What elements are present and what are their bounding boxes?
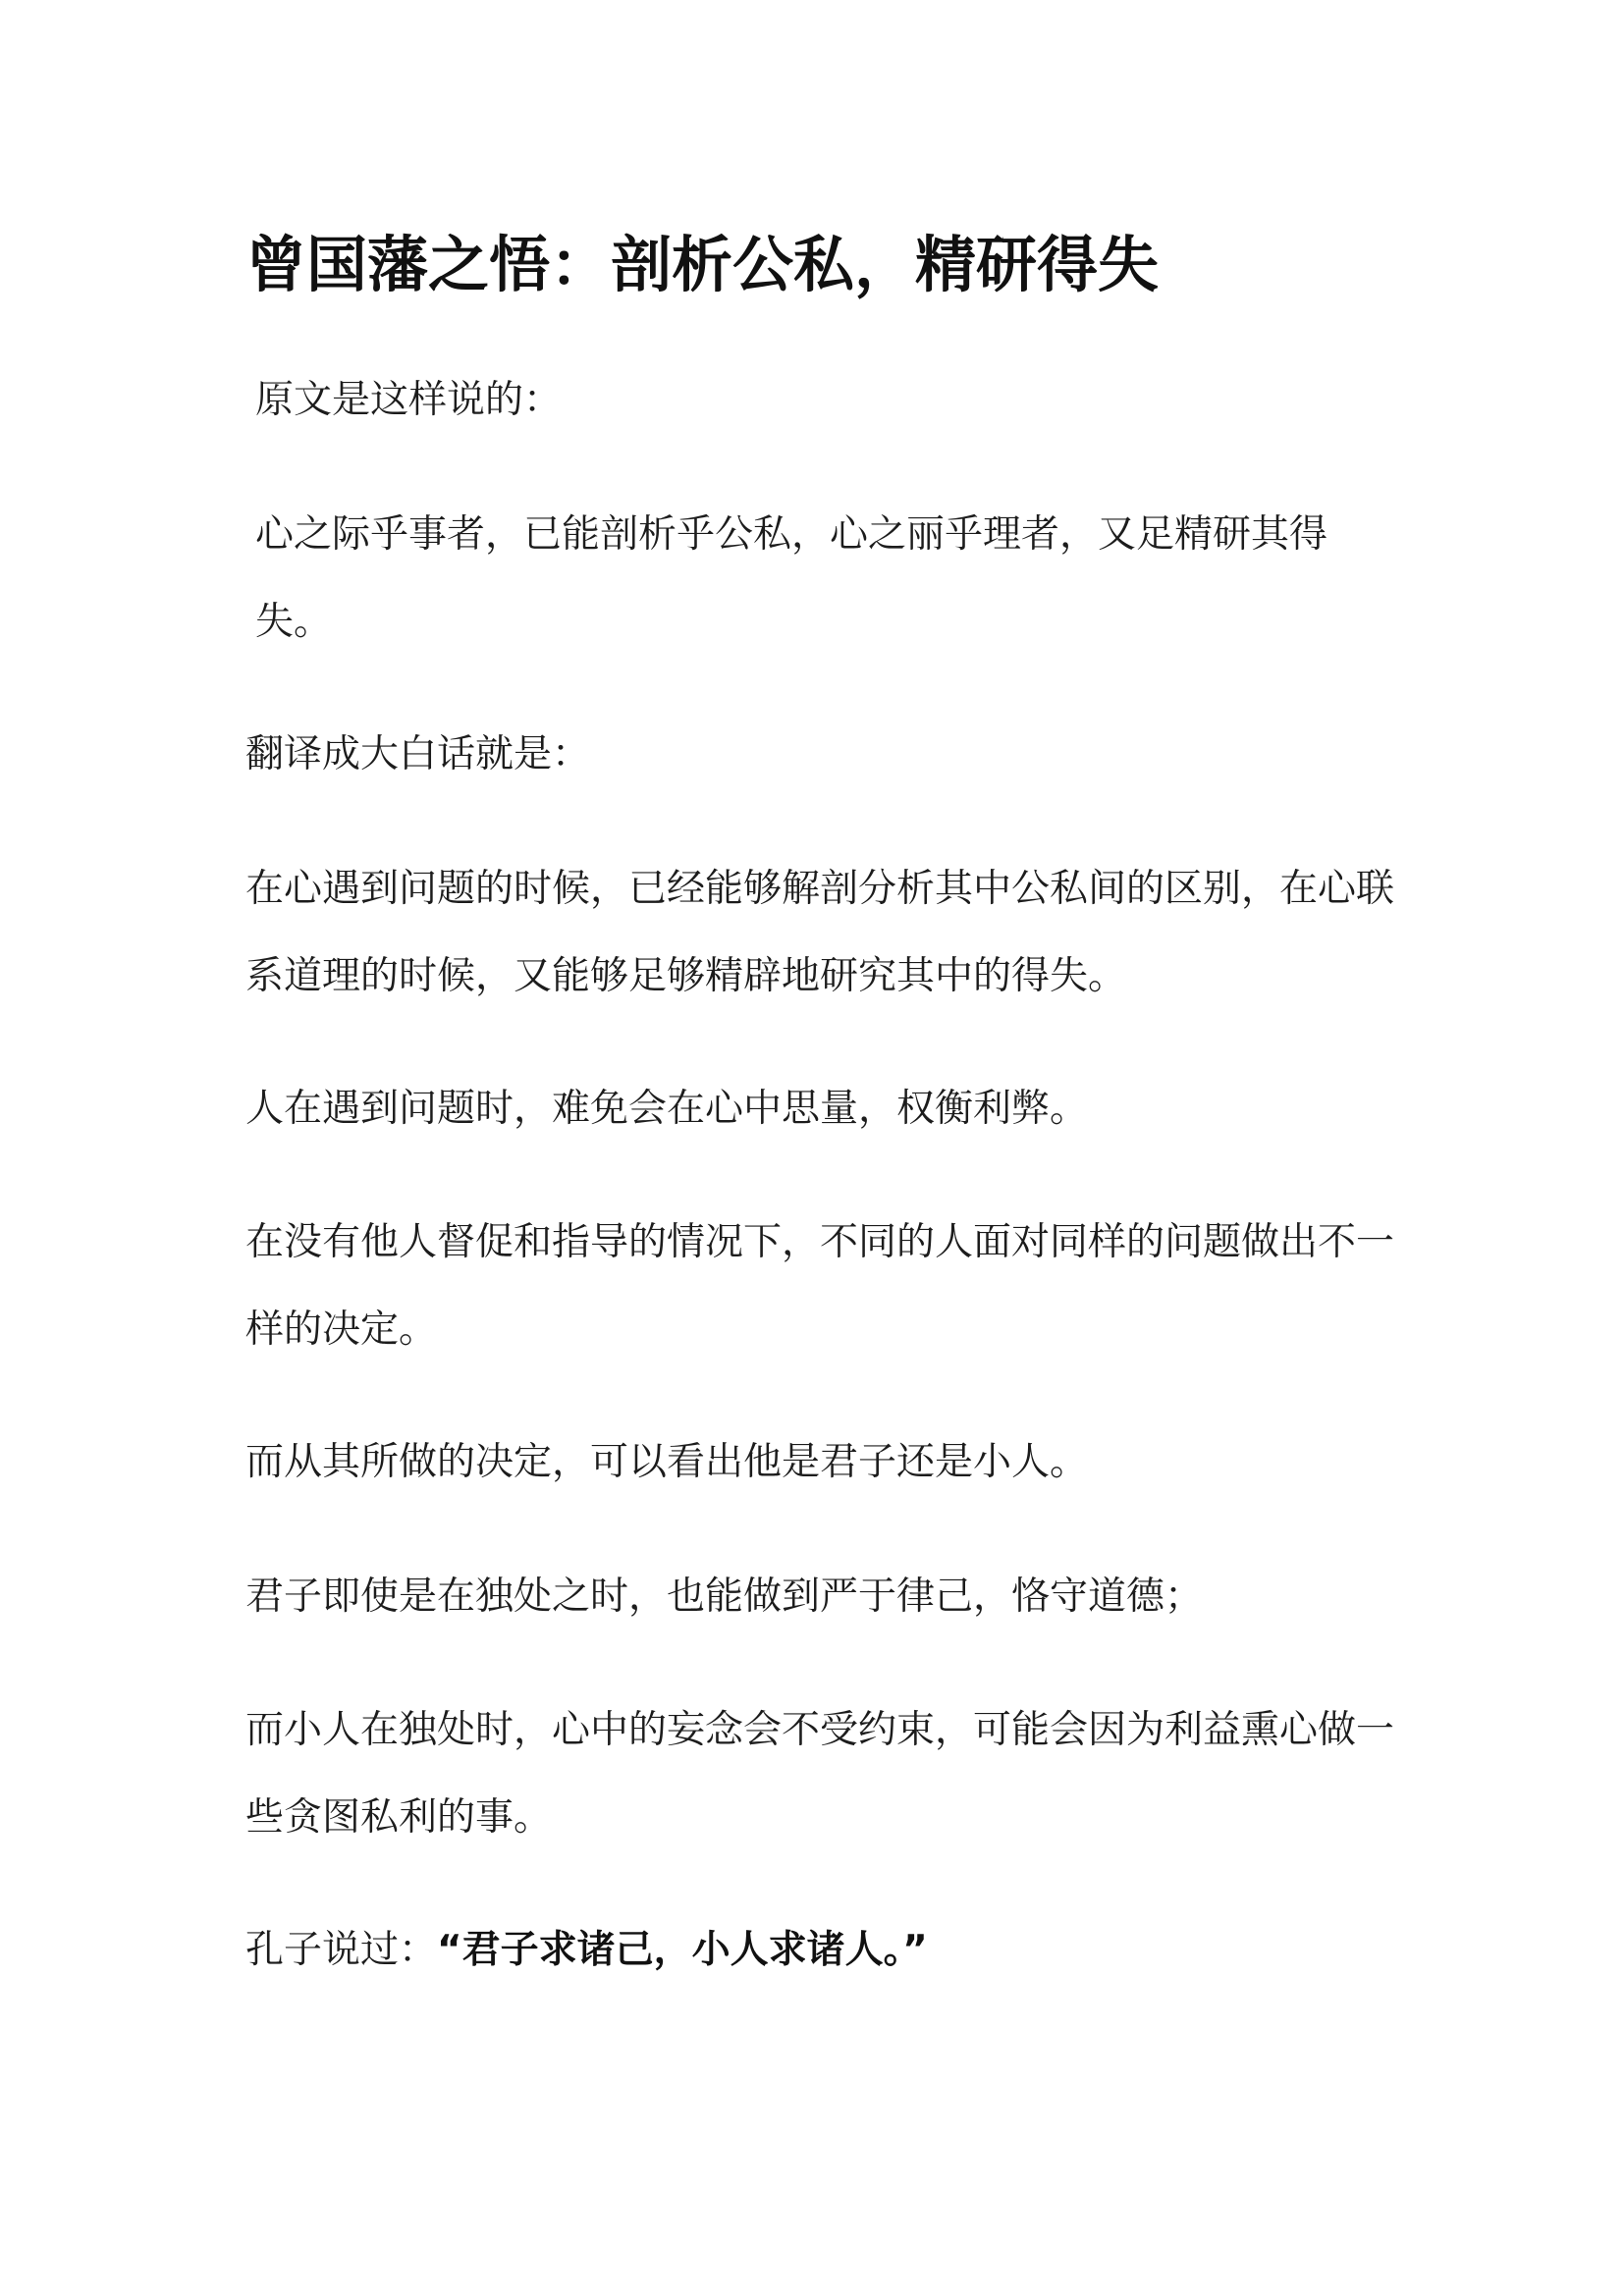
paragraph-translation-text: 在心遇到问题的时候，已经能够解剖分析其中公私间的区别，在心联系道理的时候，又能够足够精辟地研究其中的得失。 bbox=[245, 867, 1395, 998]
document-title: 曾国藩之悟：剖析公私，精研得失 bbox=[245, 229, 1160, 300]
paragraph-weighing: 人在遇到问题时，难免会在心中思量，权衡利弊。 bbox=[245, 1087, 1089, 1131]
paragraph-gentleman-or-petty: 而从其所做的决定，可以看出他是君子还是小人。 bbox=[245, 1440, 1089, 1484]
paragraph-gentleman: 君子即使是在独处之时，也能做到严于律己，恪守道德； bbox=[245, 1575, 1204, 1619]
paragraph-translation-intro: 翻译成大白话就是： bbox=[245, 732, 591, 776]
paragraph-original-text: 心之际乎事者，已能剖析乎公私，心之丽乎理者，又足精研其得失。 bbox=[255, 512, 1328, 644]
confucius-lead: 孔子说过： bbox=[245, 1928, 438, 1972]
paragraph-decision: 在没有他人督促和指导的情况下，不同的人面对同样的问题做出不一样的决定。 bbox=[245, 1220, 1395, 1352]
paragraph-original-intro: 原文是这样说的： bbox=[255, 378, 563, 422]
paragraph-petty-person: 而小人在独处时，心中的妄念会不受约束，可能会因为利益熏心做一些贪图私利的事。 bbox=[245, 1708, 1395, 1840]
document-body bbox=[245, 221, 1394, 1994]
confucius-quote: “君子求诸己，小人求诸人。” bbox=[437, 1928, 928, 1972]
paragraph-confucius bbox=[245, 1906, 1394, 1994]
